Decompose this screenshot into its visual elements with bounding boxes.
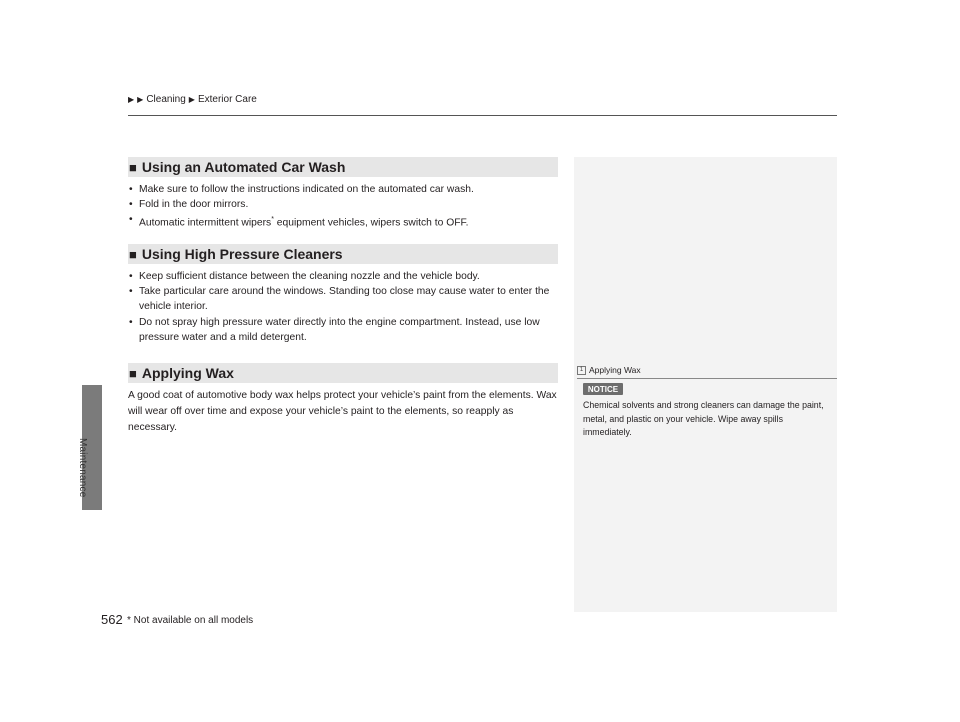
section-title: Using an Automated Car Wash	[141, 159, 346, 175]
section-square-icon: ■	[129, 365, 137, 381]
section-square-icon: ■	[129, 159, 137, 175]
section-heading-automated-car-wash	[128, 157, 558, 177]
list-item: • Make sure to follow the instructions indicated on the automated car wash.	[128, 182, 568, 197]
list-item: • Fold in the door mirrors.	[128, 197, 568, 212]
high-pressure-list	[128, 269, 568, 345]
wax-body-text: A good coat of automotive body wax helps protect your vehicle’s paint from the elements. Wax will wear off over time and expose your vehicle’s paint to the elements, so reapply as necessary.	[128, 390, 557, 433]
breadcrumb-arrow-icon: ▶	[128, 95, 135, 104]
list-item: • Take particular care around the windows. Standing too close may cause water to enter the vehicle interior.	[128, 284, 568, 314]
section-title: Applying Wax	[141, 365, 234, 381]
sidebar-note-title	[577, 365, 641, 375]
breadcrumb	[128, 94, 257, 105]
list-item: • Keep sufficient distance between the cleaning nozzle and the vehicle body.	[128, 269, 568, 284]
section-heading-high-pressure-cleaners	[128, 244, 558, 264]
section-title: Using High Pressure Cleaners	[141, 246, 343, 262]
notice-badge: NOTICE	[583, 383, 623, 395]
list-item	[128, 212, 568, 231]
note-title-text: Applying Wax	[589, 365, 641, 375]
breadcrumb-item-cleaning[interactable]: Cleaning	[146, 94, 186, 105]
header-divider	[128, 115, 837, 116]
note-marker-icon: 1	[577, 366, 586, 375]
notice-text: Chemical solvents and strong cleaners can damage the paint, metal, and plastic on your vehicle. Wipe away spills immediately.	[583, 400, 824, 437]
breadcrumb-arrow-icon: ▶	[137, 95, 144, 104]
automated-wash-list	[128, 182, 568, 231]
section-square-icon: ■	[129, 246, 137, 262]
list-item-text: equipment vehicles, wipers switch to OFF.	[273, 217, 469, 229]
section-heading-applying-wax	[128, 363, 558, 383]
note-divider	[577, 378, 837, 379]
not-on-all-models-asterisk: *	[271, 216, 274, 224]
breadcrumb-arrow-icon: ▶	[188, 95, 195, 104]
list-item-text: Automatic intermittent wipers	[139, 217, 272, 229]
breadcrumb-item-exterior-care[interactable]: Exterior Care	[197, 94, 257, 105]
list-item: • Do not spray high pressure water directly into the engine compartment. Instead, use low pressure water and a mild detergent.	[128, 315, 568, 345]
footnote: * Not available on all models	[127, 615, 254, 626]
page-number: 562	[101, 612, 123, 627]
side-tab-label: Maintenance	[77, 438, 88, 498]
